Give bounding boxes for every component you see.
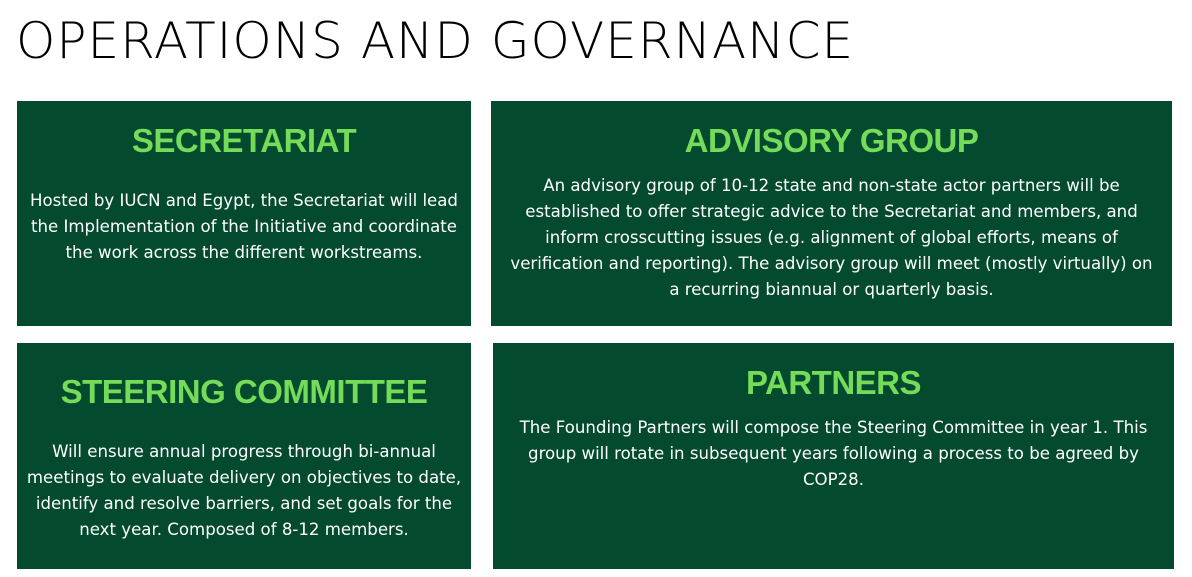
steering-committee-description: Will ensure annual progress through bi-annual meetings to evaluate delivery on objectives to date, identify and resolve barriers, and set goals for the next year. Composed of 8-12 members. bbox=[26, 442, 462, 539]
steering-committee-heading: STEERING COMMITTEE bbox=[60, 373, 428, 410]
partners-description: The Founding Partners will compose the Steering Committee in year 1. This group will rotate in subsequent years following a process to be agreed by COP28. bbox=[519, 418, 1148, 489]
advisory-group-card bbox=[491, 101, 1172, 326]
partners-card bbox=[493, 343, 1174, 569]
secretariat-heading: SECRETARIAT bbox=[131, 122, 357, 159]
secretariat-card bbox=[17, 101, 471, 326]
advisory-group-heading: ADVISORY GROUP bbox=[684, 122, 979, 159]
advisory-group-description: An advisory group of 10-12 state and non-state actor partners will be established to offer strategic advice to the Secretariat and members, and inform crosscutting issues (e.g. alignment of global efforts, means of verification and reporting). The advisory group will meet (mostly virtually) on a recurring biannual or quarterly basis. bbox=[510, 176, 1153, 299]
steering-committee-card bbox=[17, 343, 471, 569]
page-title: OPERATIONS AND GOVERNANCE bbox=[16, 12, 855, 70]
partners-heading: PARTNERS bbox=[745, 364, 922, 401]
secretariat-description: Hosted by IUCN and Egypt, the Secretariat will lead the Implementation of the Initiative and coordinate the work across the different workstreams. bbox=[30, 191, 458, 262]
